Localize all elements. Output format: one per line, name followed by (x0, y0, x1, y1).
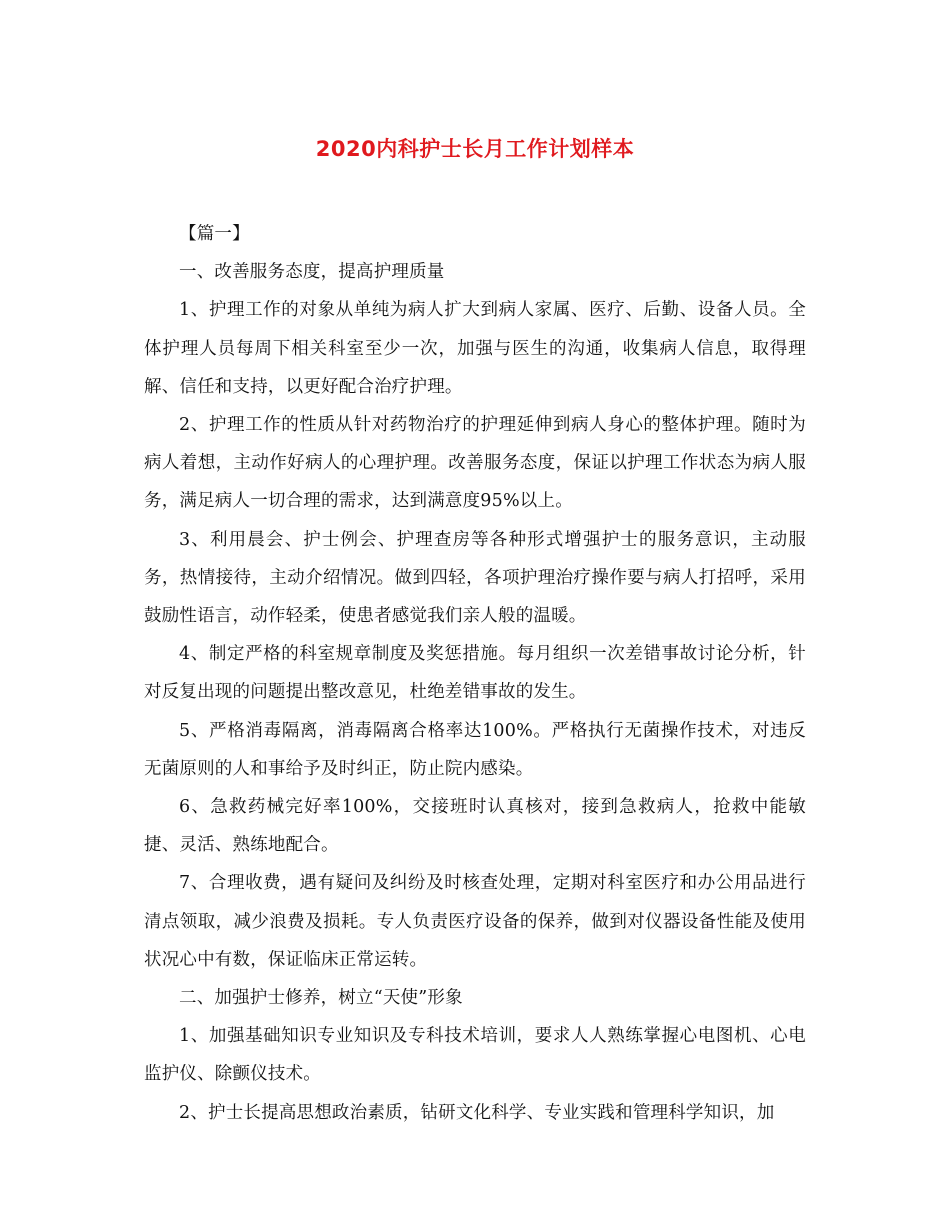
paragraph: 6、急救药械完好率100%，交接班时认真核对，接到急救病人，抢救中能敏捷、灵活、熟练地配合。 (144, 797, 806, 856)
paragraph: 2、护理工作的性质从针对药物治疗的护理延伸到病人身心的整体护理。随时为病人着想，主动作好病人的心理护理。改善服务态度，保证以护理工作状态为病人服务，满足病人一切合理的需求，达到满意度95%以上。 (144, 415, 806, 512)
document-body (144, 215, 806, 1132)
paragraph: 3、利用晨会、护士例会、护理查房等各种形式增强护士的服务意识，主动服务，热情接待，主动介绍情况。做到四轻，各项护理治疗操作要与病人打招呼，采用鼓励性语言，动作轻柔，使患者感觉我们亲人般的温暖。 (144, 529, 806, 627)
paragraph: 4、制定严格的科室规章制度及奖惩措施。每月组织一次差错事故讨论分析，针对反复出现的问题提出整改意见，杜绝差错事故的发生。 (144, 644, 806, 703)
paragraph: 1、加强基础知识专业知识及专科技术培训，要求人人熟练掌握心电图机、心电监护仪、除颤仪技术。 (144, 1026, 806, 1085)
section-heading: 二、加强护士修养，树立“天使”形象 (179, 988, 463, 1009)
paragraph: 5、严格消毒隔离，消毒隔离合格率达100%。严格执行无菌操作技术，对违反无菌原则的人和事给予及时纠正，防止院内感染。 (144, 720, 806, 779)
section-label: 【篇一】 (179, 224, 250, 244)
paragraph: 2、护士长提高思想政治素质，钻研文化科学、专业实践和管理科学知识，加 (179, 1102, 775, 1123)
paragraph: 7、合理收费，遇有疑问及纠纷及时核查处理，定期对科室医疗和办公用品进行清点领取，减少浪费及损耗。专人负责医疗设备的保养，做到对仪器设备性能及使用状况心中有数，保证临床正常运转。 (144, 873, 806, 970)
document-title: 2020内科护士长月工作计划样本 (315, 137, 635, 161)
section-heading: 一、改善服务态度，提高护理质量 (179, 262, 445, 283)
paragraph: 1、护理工作的对象从单纯为病人扩大到病人家属、医疗、后勤、设备人员。全体护理人员每周下相关科室至少一次，加强与医生的沟通，收集病人信息，取得理解、信任和支持，以更好配合治疗护理。 (144, 300, 806, 397)
